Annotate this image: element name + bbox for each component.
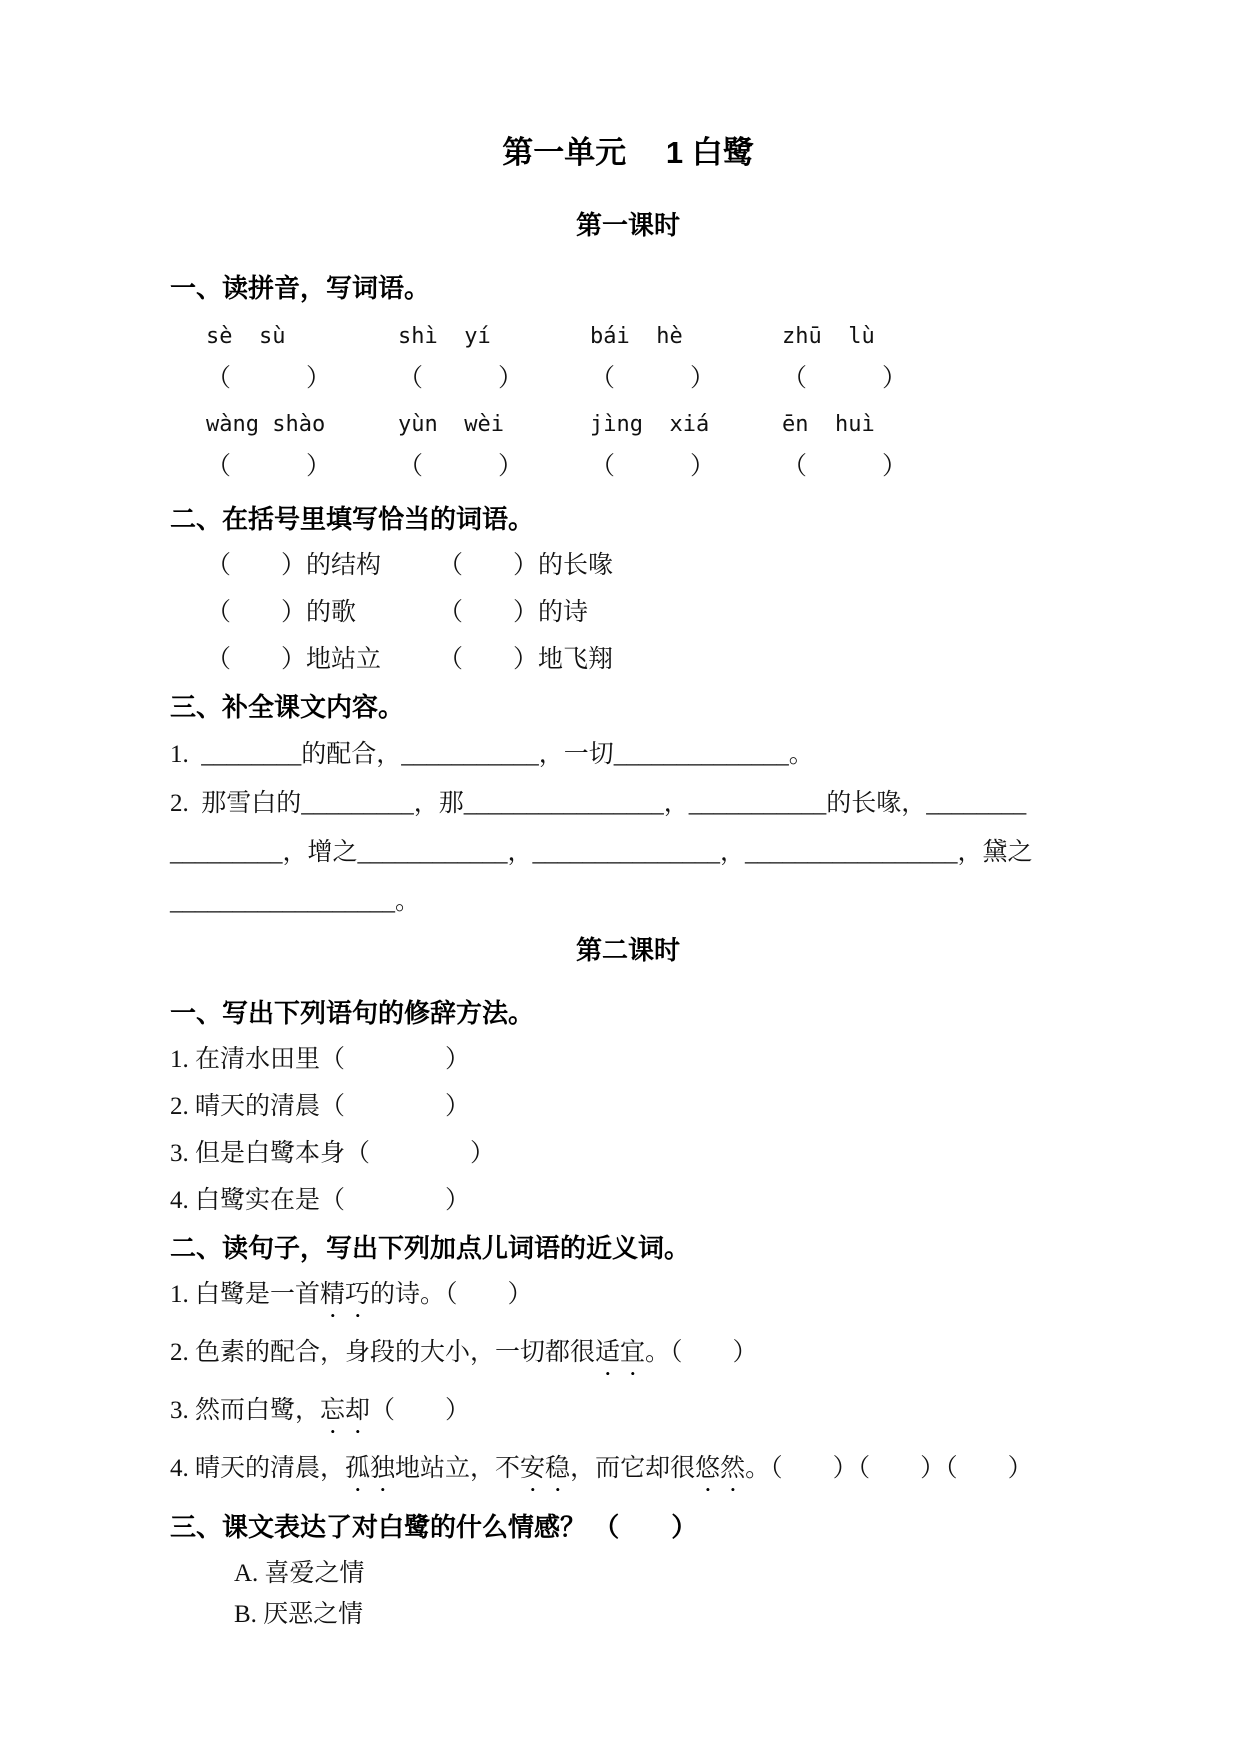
sentence-text: 。（ ） <box>645 1339 758 1366</box>
synonym-item <box>170 1394 1086 1439</box>
synonym-item <box>170 1452 1086 1497</box>
cloze-line: __________________。 <box>170 888 421 915</box>
p2-sec3-heading: 三、课文表达了对白鹭的什么情感？ （ ） <box>170 1512 698 1542</box>
session1-heading: 第一课时 <box>575 210 680 240</box>
pinyin-row-1 <box>206 322 1086 352</box>
emphasized-word: 安稳 <box>520 1455 571 1482</box>
synonym-item <box>170 1278 1086 1323</box>
pinyin-word: shì yí <box>398 324 491 349</box>
rhetoric-item: 3. 但是白鹭本身（ ） <box>170 1140 496 1167</box>
pinyin-word: wàng shào <box>206 412 326 437</box>
answer-blank-parens: （ ） <box>398 453 524 480</box>
pinyin-word: zhū lù <box>782 324 875 349</box>
emphasized-word: 忘却 <box>320 1397 371 1424</box>
emphasized-word: 精巧 <box>320 1281 371 1308</box>
answer-blank-parens: （ ） <box>782 453 908 480</box>
rhetoric-item: 2. 晴天的清晨（ ） <box>170 1093 471 1120</box>
answer-blank-parens: （ ） <box>206 365 332 392</box>
answer-blank-parens: （ ） <box>398 365 524 392</box>
rhetoric-item: 4. 白鹭实在是（ ） <box>170 1187 471 1214</box>
cloze-line: 1. ________的配合，___________，一切______________。 <box>170 741 814 768</box>
answer-blank-parens: （ ） <box>590 365 716 392</box>
sentence-text: （ ） <box>370 1397 471 1424</box>
option-b: B. 厌恶之情 <box>234 1601 364 1628</box>
bracket-fill-cell: （ ）的结构 <box>206 552 382 579</box>
p1-sec1-heading: 一、读拼音，写词语。 <box>170 273 431 303</box>
p1-sec3-heading: 三、补全课文内容。 <box>170 692 405 722</box>
sentence-text: 3. 然而白鹭， <box>170 1397 321 1424</box>
p2-sec2-heading: 二、读句子，写出下列加点儿词语的近义词。 <box>170 1233 691 1263</box>
pinyin-word: ēn huì <box>782 412 875 437</box>
choice-options <box>234 1557 1086 1632</box>
sentence-text: ，而它却很 <box>570 1455 696 1482</box>
bracket-fill-exercise <box>206 549 1086 677</box>
emphasized-word: 孤独 <box>345 1455 396 1482</box>
cloze-line: 2. 那雪白的_________，那________________，___________的长喙，________ <box>170 790 1027 817</box>
sentence-text: 2. 色素的配合，身段的大小，一切都很 <box>170 1339 596 1366</box>
sentence-text: 1. 白鹭是一首 <box>170 1281 321 1308</box>
answer-paren-row-2 <box>206 450 1086 484</box>
bracket-fill-cell: （ ）的诗 <box>438 599 589 626</box>
rhetoric-item: 1. 在清水田里（ ） <box>170 1046 471 1073</box>
sentence-text: 。（ ）（ ）（ ） <box>745 1455 1033 1482</box>
answer-blank-parens: （ ） <box>590 453 716 480</box>
answer-blank-parens: （ ） <box>782 365 908 392</box>
cloze-line: _________，增之____________，_______________，_________________，黛之 <box>170 839 1033 866</box>
p2-sec1-heading: 一、写出下列语句的修辞方法。 <box>170 998 535 1028</box>
answer-blank-parens: （ ） <box>206 453 332 480</box>
bracket-fill-cell: （ ）的歌 <box>206 599 357 626</box>
emphasized-word: 适宜 <box>595 1339 646 1366</box>
answer-paren-row-1 <box>206 362 1086 396</box>
p1-sec2-heading: 二、在括号里填写恰当的词语。 <box>170 504 535 534</box>
bracket-fill-cell: （ ）的长喙 <box>438 552 614 579</box>
pinyin-word: jìng xiá <box>590 412 710 437</box>
pinyin-word: yùn wèi <box>398 412 504 437</box>
pinyin-row-2 <box>206 410 1086 440</box>
pinyin-word: bái hè <box>590 324 683 349</box>
option-a: A. 喜爱之情 <box>234 1560 365 1587</box>
bracket-fill-row <box>206 643 1086 677</box>
pinyin-exercise <box>206 322 1086 484</box>
sentence-text: 4. 晴天的清晨， <box>170 1455 346 1482</box>
bracket-fill-row <box>206 549 1086 583</box>
synonym-item <box>170 1336 1086 1381</box>
pinyin-word: sè sù <box>206 324 286 349</box>
bracket-fill-cell: （ ）地站立 <box>206 646 382 673</box>
emphasized-word: 悠然 <box>695 1455 746 1482</box>
bracket-fill-cell: （ ）地飞翔 <box>438 646 614 673</box>
sentence-text: 的诗。（ ） <box>370 1281 533 1308</box>
sentence-text: 地站立，不 <box>395 1455 521 1482</box>
bracket-fill-row <box>206 596 1086 630</box>
session2-heading: 第二课时 <box>575 935 680 965</box>
unit-title: 第一单元 1 白鹭 <box>502 135 754 170</box>
